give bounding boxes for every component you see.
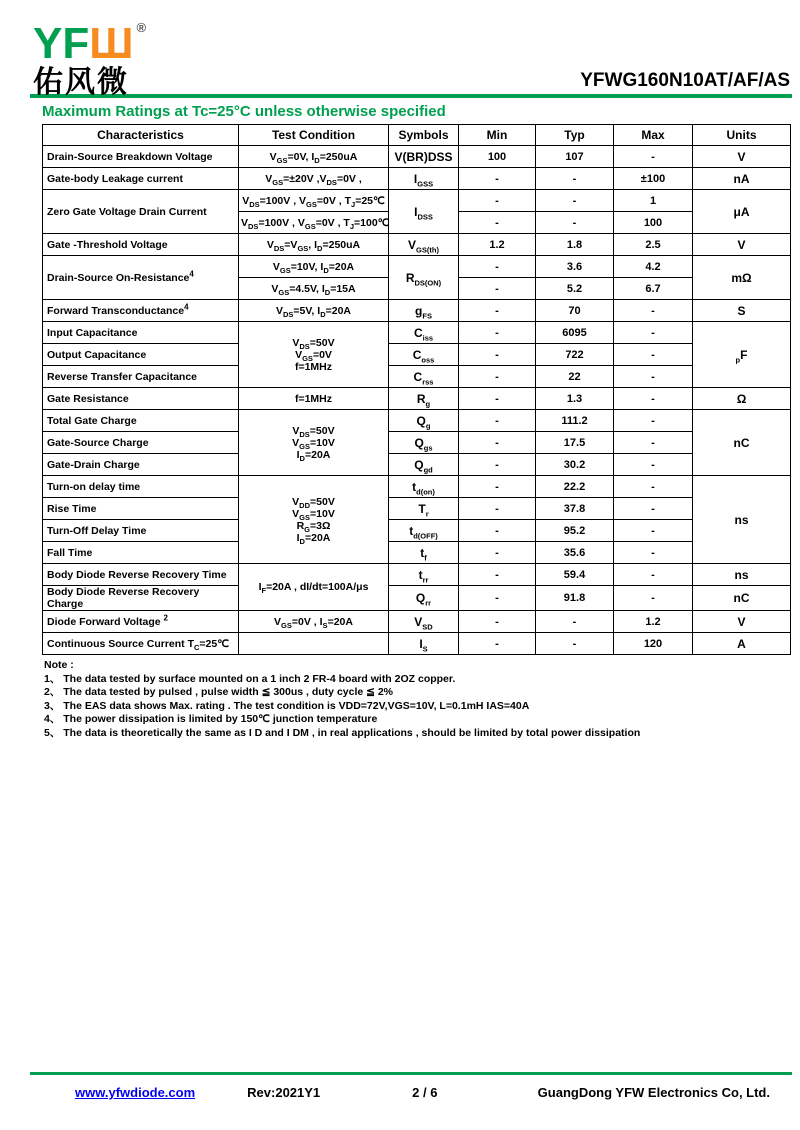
characteristic-cell: Total Gate Charge bbox=[43, 410, 239, 432]
units-cell: Ω bbox=[693, 388, 791, 410]
test-condition-cell: $V_{DS}=5V$, $I_D=20A$ bbox=[239, 300, 389, 322]
min-cell: - bbox=[459, 410, 536, 432]
max-cell: 2.5 bbox=[614, 234, 693, 256]
test-condition-cell: $V_{DD}=50V$ $V_{GS}=10V$ $R_G=3\Omega$ $I_D=20A$ bbox=[239, 476, 389, 564]
footer-divider bbox=[30, 1072, 792, 1075]
min-cell: - bbox=[459, 300, 536, 322]
min-cell: - bbox=[459, 322, 536, 344]
max-cell: - bbox=[614, 432, 693, 454]
test-condition-cell: $V_{GS}=4.5V$, $I_D=15A$ bbox=[239, 278, 389, 300]
units-cell: V bbox=[693, 234, 791, 256]
characteristic-cell: Rise Time bbox=[43, 498, 239, 520]
min-cell: - bbox=[459, 278, 536, 300]
symbol-cell: $C_{oss}$ bbox=[389, 344, 459, 366]
min-cell: - bbox=[459, 168, 536, 190]
min-cell: - bbox=[459, 388, 536, 410]
min-cell: - bbox=[459, 520, 536, 542]
characteristic-cell: Gate-body Leakage current bbox=[43, 168, 239, 190]
symbol-cell: $Q_{gs}$ bbox=[389, 432, 459, 454]
typ-cell: 5.2 bbox=[536, 278, 614, 300]
max-cell: - bbox=[614, 564, 693, 586]
symbol-cell: $C_{iss}$ bbox=[389, 322, 459, 344]
min-cell: - bbox=[459, 586, 536, 611]
page-number: 2 / 6 bbox=[412, 1085, 438, 1100]
test-condition-cell: $V_{DS}=50V$ $V_{GS}=10V$ $I_D=20A$ bbox=[239, 410, 389, 476]
units-cell: $_p$F bbox=[693, 322, 791, 388]
min-cell: - bbox=[459, 256, 536, 278]
characteristic-cell: Diode Forward Voltage $^2$ bbox=[43, 611, 239, 633]
characteristic-cell: Gate-Source Charge bbox=[43, 432, 239, 454]
symbol-cell: $g_{FS}$ bbox=[389, 300, 459, 322]
max-cell: - bbox=[614, 388, 693, 410]
characteristic-cell: Gate -Threshold Voltage bbox=[43, 234, 239, 256]
table-row bbox=[43, 234, 791, 256]
typ-cell: 30.2 bbox=[536, 454, 614, 476]
symbol-cell: $t_f$ bbox=[389, 542, 459, 564]
test-condition-cell: $V_{GS}=0V$ , $I_S=20A$ bbox=[239, 611, 389, 633]
symbol-cell: $V_{SD}$ bbox=[389, 611, 459, 633]
min-cell: - bbox=[459, 498, 536, 520]
notes-title: Note : bbox=[44, 659, 74, 671]
part-number-title: YFWG160N10AT/AF/AS bbox=[580, 70, 790, 91]
max-cell: 100 bbox=[614, 212, 693, 234]
typ-cell: 70 bbox=[536, 300, 614, 322]
characteristic-cell: Turn-on delay time bbox=[43, 476, 239, 498]
symbol-cell: $R_{DS(ON)}$ bbox=[389, 256, 459, 300]
characteristic-cell: Drain-Source On-Resistance$^4$ bbox=[43, 256, 239, 300]
test-condition-cell bbox=[239, 633, 389, 655]
typ-cell: 1.3 bbox=[536, 388, 614, 410]
typ-cell: 91.8 bbox=[536, 586, 614, 611]
typ-cell: - bbox=[536, 190, 614, 212]
typ-cell: - bbox=[536, 212, 614, 234]
max-cell: - bbox=[614, 454, 693, 476]
characteristic-cell: Drain-Source Breakdown Voltage bbox=[43, 146, 239, 168]
column-header: Symbols bbox=[389, 125, 459, 146]
units-cell: V bbox=[693, 611, 791, 633]
max-cell: 4.2 bbox=[614, 256, 693, 278]
note-item: 2、 The data tested by pulsed , pulse width ≦ 300us , duty cycle ≦ 2% bbox=[44, 686, 394, 698]
max-cell: - bbox=[614, 542, 693, 564]
typ-cell: - bbox=[536, 168, 614, 190]
characteristic-cell: Zero Gate Voltage Drain Current bbox=[43, 190, 239, 234]
column-header: Characteristics bbox=[43, 125, 239, 146]
units-cell: S bbox=[693, 300, 791, 322]
column-header: Typ bbox=[536, 125, 614, 146]
max-cell: - bbox=[614, 498, 693, 520]
symbol-cell: $I_{GSS}$ bbox=[389, 168, 459, 190]
typ-cell: 95.2 bbox=[536, 520, 614, 542]
min-cell: 1.2 bbox=[459, 234, 536, 256]
test-condition-cell: $V_{DS}=V_{GS}$, $I_D=250uA$ bbox=[239, 234, 389, 256]
symbol-cell: $V_{GS(th)}$ bbox=[389, 234, 459, 256]
table-row bbox=[43, 611, 791, 633]
min-cell: - bbox=[459, 432, 536, 454]
column-header: Max bbox=[614, 125, 693, 146]
table-row bbox=[43, 146, 791, 168]
yfw-logo bbox=[33, 6, 146, 100]
column-header: Test Condition bbox=[239, 125, 389, 146]
logo-yf-text: YF bbox=[33, 19, 90, 68]
registered-trademark-icon: ® bbox=[136, 20, 147, 35]
table-row bbox=[43, 256, 791, 278]
typ-cell: 722 bbox=[536, 344, 614, 366]
max-cell: 1 bbox=[614, 190, 693, 212]
max-cell: - bbox=[614, 322, 693, 344]
test-condition-cell: $V_{GS}=0V$, $I_D=250uA$ bbox=[239, 146, 389, 168]
table-row bbox=[43, 432, 791, 454]
units-cell: nC bbox=[693, 586, 791, 611]
characteristic-cell: Body Diode Reverse Recovery Time bbox=[43, 564, 239, 586]
characteristic-cell: Gate Resistance bbox=[43, 388, 239, 410]
symbol-cell: $I_S$ bbox=[389, 633, 459, 655]
typ-cell: 111.2 bbox=[536, 410, 614, 432]
units-cell: mΩ bbox=[693, 256, 791, 300]
table-row bbox=[43, 633, 791, 655]
min-cell: - bbox=[459, 212, 536, 234]
table-row bbox=[43, 564, 791, 586]
page-footer bbox=[0, 1072, 800, 1100]
symbol-cell: $R_g$ bbox=[389, 388, 459, 410]
column-header: Units bbox=[693, 125, 791, 146]
typ-cell: 22 bbox=[536, 366, 614, 388]
maximum-ratings-table bbox=[42, 124, 791, 655]
table-row bbox=[43, 344, 791, 366]
symbol-cell: V(BR)DSS bbox=[389, 146, 459, 168]
table-row bbox=[43, 498, 791, 520]
min-cell: - bbox=[459, 476, 536, 498]
table-row bbox=[43, 520, 791, 542]
note-item: 1、 The data tested by surface mounted on a 1 inch 2 FR-4 board with 2OZ copper. bbox=[44, 672, 456, 685]
max-cell: - bbox=[614, 586, 693, 611]
table-row bbox=[43, 476, 791, 498]
min-cell: - bbox=[459, 542, 536, 564]
company-name: GuangDong YFW Electronics Co, Ltd. bbox=[537, 1085, 770, 1100]
min-cell: - bbox=[459, 344, 536, 366]
max-cell: - bbox=[614, 344, 693, 366]
symbol-cell: $t_{rr}$ bbox=[389, 564, 459, 586]
min-cell: - bbox=[459, 366, 536, 388]
test-condition-cell: $V_{DS}=100V$ , $V_{GS}=0V$ , $T_J=100℃$ bbox=[239, 212, 389, 234]
max-cell: - bbox=[614, 476, 693, 498]
typ-cell: 35.6 bbox=[536, 542, 614, 564]
typ-cell: 6095 bbox=[536, 322, 614, 344]
symbol-cell: $t_{d(on)}$ bbox=[389, 476, 459, 498]
table-header-row bbox=[43, 125, 791, 146]
units-cell: nA bbox=[693, 168, 791, 190]
min-cell: - bbox=[459, 633, 536, 655]
typ-cell: 37.8 bbox=[536, 498, 614, 520]
min-cell: - bbox=[459, 564, 536, 586]
website-link[interactable]: www.yfwdiode.com bbox=[75, 1085, 196, 1100]
max-cell: - bbox=[614, 410, 693, 432]
logo-chinese-name: 佑风微 bbox=[33, 66, 129, 99]
typ-cell: 107 bbox=[536, 146, 614, 168]
symbol-cell: $Q_g$ bbox=[389, 410, 459, 432]
units-cell: V bbox=[693, 146, 791, 168]
table-row bbox=[43, 322, 791, 344]
symbol-cell: $T_r$ bbox=[389, 498, 459, 520]
notes-section bbox=[44, 659, 800, 740]
page-header bbox=[0, 0, 800, 99]
logo-w-mark-icon: Ш bbox=[89, 19, 134, 68]
symbol-cell: $Q_{gd}$ bbox=[389, 454, 459, 476]
table-row bbox=[43, 300, 791, 322]
table-row bbox=[43, 454, 791, 476]
max-cell: - bbox=[614, 520, 693, 542]
column-header: Min bbox=[459, 125, 536, 146]
max-cell: - bbox=[614, 300, 693, 322]
test-condition-cell: f=1MHz bbox=[239, 388, 389, 410]
table-row bbox=[43, 168, 791, 190]
logo-wordmark bbox=[33, 6, 146, 66]
typ-cell: 22.2 bbox=[536, 476, 614, 498]
characteristic-cell: Fall Time bbox=[43, 542, 239, 564]
max-cell: - bbox=[614, 146, 693, 168]
characteristic-cell: Forward Transconductance$^4$ bbox=[43, 300, 239, 322]
typ-cell: 1.8 bbox=[536, 234, 614, 256]
characteristic-cell: Gate-Drain Charge bbox=[43, 454, 239, 476]
symbol-cell: $t_{d(OFF)}$ bbox=[389, 520, 459, 542]
table-row bbox=[43, 410, 791, 432]
max-cell: 6.7 bbox=[614, 278, 693, 300]
typ-cell: 59.4 bbox=[536, 564, 614, 586]
characteristic-cell: Input Capacitance bbox=[43, 322, 239, 344]
revision-label: Rev:2021Y1 bbox=[247, 1085, 321, 1100]
footer-row bbox=[0, 1085, 800, 1100]
units-cell: μA bbox=[693, 190, 791, 234]
units-cell: A bbox=[693, 633, 791, 655]
max-cell: 1.2 bbox=[614, 611, 693, 633]
table-row bbox=[43, 190, 791, 212]
typ-cell: 3.6 bbox=[536, 256, 614, 278]
min-cell: - bbox=[459, 611, 536, 633]
note-item: 3、 The EAS data shows Max. rating . The test condition is VDD=72V,VGS=10V, L=0.1mH IAS=40A bbox=[44, 699, 530, 712]
units-cell: ns bbox=[693, 476, 791, 564]
test-condition-cell: $V_{GS}=\pm 20V$ $,V_{DS}=0V$ , bbox=[239, 168, 389, 190]
test-condition-cell: $V_{GS}=10V$, $I_D=20A$ bbox=[239, 256, 389, 278]
typ-cell: - bbox=[536, 633, 614, 655]
units-cell: nC bbox=[693, 410, 791, 476]
test-condition-cell: $V_{DS}=100V$ , $V_{GS}=0V$ , $T_J=25℃$ bbox=[239, 190, 389, 212]
test-condition-cell: $I_F=20A$ , dI/dt=100A/μs bbox=[239, 564, 389, 611]
note-item: 4、 The power dissipation is limited by 150℃ junction temperature bbox=[44, 713, 378, 725]
characteristic-cell: Turn-Off Delay Time bbox=[43, 520, 239, 542]
test-condition-cell: $V_{DS}=50V$ $V_{GS}=0V$ f=1MHz bbox=[239, 322, 389, 388]
symbol-cell: $C_{rss}$ bbox=[389, 366, 459, 388]
symbol-cell: $Q_{rr}$ bbox=[389, 586, 459, 611]
min-cell: - bbox=[459, 190, 536, 212]
table-body bbox=[43, 146, 791, 655]
max-cell: ±100 bbox=[614, 168, 693, 190]
table-row bbox=[43, 388, 791, 410]
typ-cell: 17.5 bbox=[536, 432, 614, 454]
characteristic-cell: Output Capacitance bbox=[43, 344, 239, 366]
characteristic-cell: Continuous Source Current $T_C=25℃$ bbox=[43, 633, 239, 655]
section-title: Maximum Ratings at Tc=25°C unless otherwise specified bbox=[42, 103, 446, 120]
max-cell: 120 bbox=[614, 633, 693, 655]
max-cell: - bbox=[614, 366, 693, 388]
table-row bbox=[43, 366, 791, 388]
table-row bbox=[43, 542, 791, 564]
table-row bbox=[43, 586, 791, 611]
min-cell: - bbox=[459, 454, 536, 476]
symbol-cell: $I_{DSS}$ bbox=[389, 190, 459, 234]
typ-cell: - bbox=[536, 611, 614, 633]
characteristic-cell: Reverse Transfer Capacitance bbox=[43, 366, 239, 388]
min-cell: 100 bbox=[459, 146, 536, 168]
units-cell: ns bbox=[693, 564, 791, 586]
characteristic-cell: Body Diode Reverse Recovery Charge bbox=[43, 586, 239, 611]
note-item: 5、 The data is theoretically the same as I D and I DM , in real applications , should be limited by total power dissipation bbox=[44, 726, 641, 739]
